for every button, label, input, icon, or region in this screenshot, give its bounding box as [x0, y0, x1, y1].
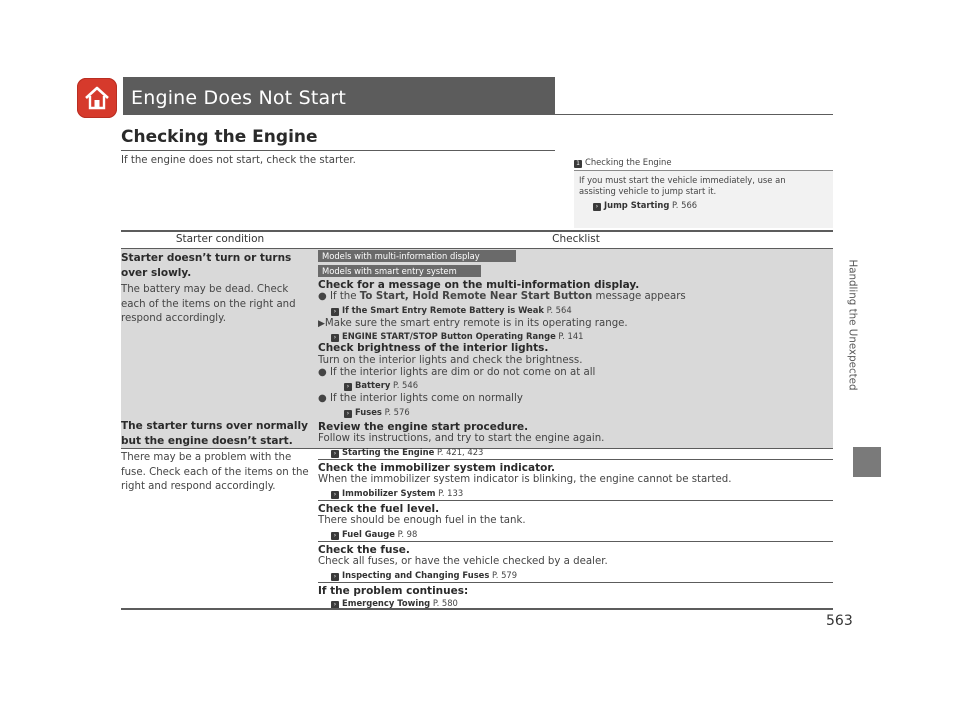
reference-name: Battery	[355, 380, 391, 391]
check-title: Check the fuel level.	[318, 503, 440, 515]
bullet-icon: ●	[318, 393, 327, 405]
item-divider	[318, 459, 833, 460]
reference-arrow-icon: ›	[344, 383, 352, 391]
chapter-title: Engine Does Not Start	[131, 87, 346, 109]
item-divider	[318, 541, 833, 542]
check-bullet	[318, 291, 833, 303]
condition-title: Starter doesn’t turn or turns over slowly.	[121, 252, 292, 279]
triangle-arrow-icon: ▶	[318, 318, 325, 329]
check-title: Check for a message on the multi-information display.	[318, 279, 640, 291]
check-sub-item	[318, 318, 833, 330]
side-chapter-label	[843, 160, 863, 490]
intro-text: If the engine does not start, check the starter.	[121, 155, 356, 166]
checklist-item	[318, 544, 833, 581]
reference-link[interactable]	[318, 304, 833, 316]
reference-name: If the Smart Entry Remote Battery is Weak	[342, 304, 544, 315]
message-name: To Start, Hold Remote Near Start Button	[359, 291, 593, 303]
condition-starter-slow	[121, 251, 311, 327]
check-text: Turn on the interior lights and check the brightness.	[318, 354, 583, 366]
model-tag-smart-entry: Models with smart entry system	[318, 265, 481, 277]
note-box	[574, 156, 833, 228]
check-text: Follow its instructions, and try to start the engine again.	[318, 433, 605, 445]
reference-arrow-icon: ›	[331, 450, 339, 458]
side-chapter-tab[interactable]	[853, 447, 881, 477]
reference-page: P. 564	[546, 304, 572, 315]
reference-page: P. 566	[672, 200, 698, 210]
condition-title: The starter turns over normally but the engine doesn’t start.	[121, 420, 308, 447]
table-bottom-rule	[121, 608, 833, 610]
reference-link[interactable]	[318, 487, 833, 499]
section-title: Checking the Engine	[121, 127, 318, 147]
reference-link[interactable]	[318, 569, 833, 581]
chapter-title-bar	[123, 77, 555, 115]
check-bullet	[318, 393, 833, 405]
reference-name: Inspecting and Changing Fuses	[342, 569, 490, 580]
note-heading	[574, 156, 833, 171]
check-text: When the immobilizer system indicator is blinking, the engine cannot be started.	[318, 474, 732, 486]
note-reference[interactable]	[593, 200, 697, 211]
item-divider	[318, 500, 833, 501]
reference-name: Fuel Gauge	[342, 528, 395, 539]
checklist-item	[318, 585, 833, 609]
reference-arrow-icon: ›	[331, 532, 339, 540]
reference-name: Emergency Towing	[342, 598, 431, 609]
condition-text: There may be a problem with the fuse. Check each of the items on the right and respond accordingly.	[121, 452, 309, 492]
table-top-rule	[121, 230, 833, 232]
reference-page: P. 421, 423	[437, 446, 484, 457]
check-title: Check the fuse.	[318, 544, 410, 556]
note-heading-text: Checking the Engine	[585, 157, 672, 167]
home-icon[interactable]	[77, 78, 117, 118]
check-text: If the	[329, 291, 360, 303]
reference-arrow-icon: ›	[331, 573, 339, 581]
reference-name: Jump Starting	[604, 200, 670, 210]
reference-link[interactable]	[318, 528, 833, 540]
check-text: Check all fuses, or have the vehicle checked by a dealer.	[318, 556, 608, 568]
bullet-icon: ●	[318, 367, 327, 379]
reference-name: Starting the Engine	[342, 446, 435, 457]
item-divider	[318, 582, 833, 583]
checklist-item	[318, 462, 833, 499]
reference-arrow-icon: ›	[331, 601, 339, 609]
chapter-rule	[123, 114, 833, 115]
reference-page: P. 580	[432, 598, 458, 609]
reference-arrow-icon: ›	[331, 491, 339, 499]
check-text: Make sure the smart entry remote is in its operating range.	[324, 317, 628, 329]
reference-arrow-icon: ›	[331, 308, 339, 316]
check-title: If the problem continues:	[318, 585, 469, 597]
reference-arrow-icon: ›	[331, 334, 339, 342]
reference-link[interactable]	[318, 379, 833, 391]
note-marker-icon: 1	[574, 160, 582, 168]
check-text: If the interior lights are dim or do not come on at all	[329, 367, 596, 379]
reference-page: P. 546	[392, 380, 419, 391]
reference-page: P. 141	[558, 331, 584, 342]
reference-page: P. 576	[384, 406, 410, 417]
reference-page: P. 133	[438, 487, 464, 498]
checklist-starter-slow	[318, 279, 833, 418]
header-starter-condition: Starter condition	[175, 233, 265, 245]
reference-link[interactable]	[318, 406, 833, 418]
check-title: Review the engine start procedure.	[318, 421, 529, 433]
reference-name: Fuses	[355, 406, 382, 417]
reference-page: P. 579	[492, 569, 518, 580]
check-bullet	[318, 367, 833, 379]
check-title: Check the immobilizer system indicator.	[318, 462, 555, 474]
reference-arrow-icon: ›	[344, 410, 352, 418]
header-checklist: Checklist	[552, 233, 600, 245]
reference-link[interactable]	[318, 330, 833, 342]
checklist-item	[318, 503, 833, 540]
model-tag-multi-info: Models with multi-information display	[318, 250, 516, 262]
bullet-icon: ●	[318, 291, 327, 303]
side-chapter-label-text: Handling the Unexpected	[847, 259, 860, 391]
reference-link[interactable]	[318, 446, 833, 458]
checklist-item	[318, 421, 833, 458]
reference-page: P. 98	[397, 528, 418, 539]
reference-name: ENGINE START/STOP Button Operating Range	[342, 331, 556, 342]
section-rule	[121, 150, 555, 151]
page-number: 563	[826, 613, 853, 629]
reference-arrow-icon: ›	[593, 203, 601, 211]
check-text: If the interior lights come on normally	[329, 393, 523, 405]
reference-name: Immobilizer System	[342, 487, 436, 498]
note-text: If you must start the vehicle immediately, use an assisting vehicle to jump start it.	[579, 175, 786, 196]
check-title: Check brightness of the interior lights.	[318, 342, 549, 355]
check-text: message appears	[592, 291, 686, 303]
check-text: There should be enough fuel in the tank.	[318, 515, 526, 527]
condition-starter-normal	[121, 419, 311, 495]
condition-text: The battery may be dead. Check each of the items on the right and respond accordingly.	[121, 284, 296, 324]
